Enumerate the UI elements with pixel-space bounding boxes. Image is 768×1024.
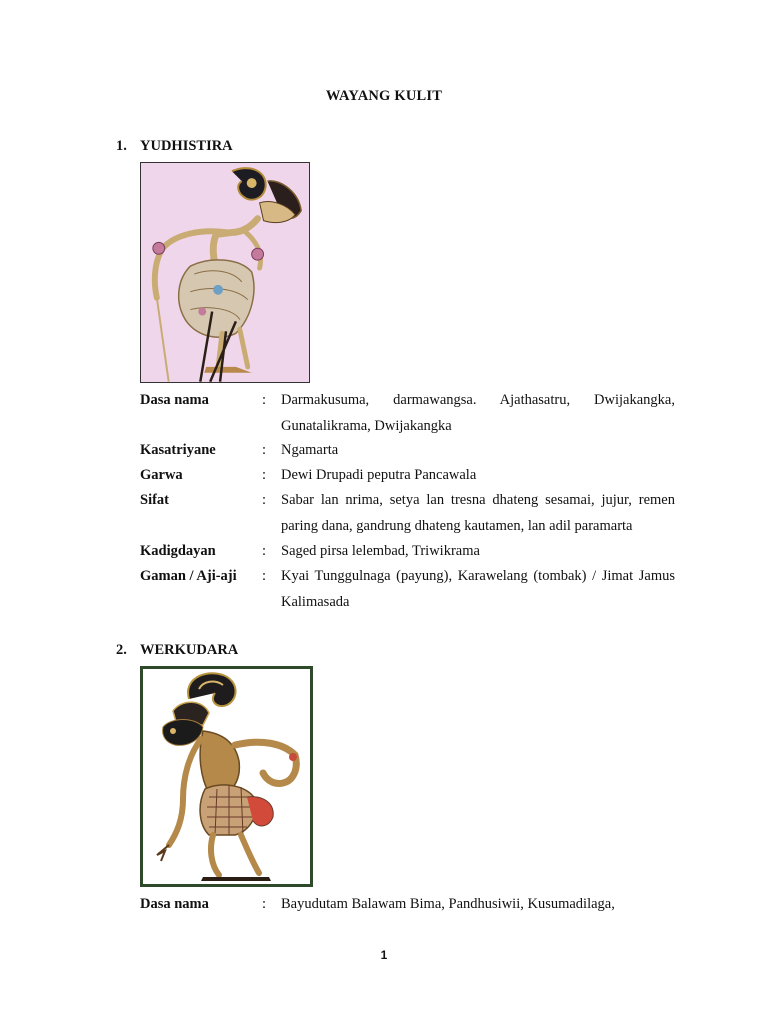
attribute-colon: : [262, 492, 267, 508]
attribute-row-dasa-nama [140, 388, 675, 439]
attribute-label: Garwa [140, 467, 183, 483]
attribute-label: Kasatriyane [140, 442, 216, 458]
attribute-row-garwa [140, 463, 675, 489]
attribute-label: Dasa nama [140, 896, 209, 912]
attribute-colon: : [262, 442, 267, 458]
attribute-value: Kyai Tunggulnaga (payung), Karawelang (tombak) / Jimat Jamus Kalimasada [281, 568, 675, 610]
section-number: 1. [116, 138, 127, 154]
attribute-colon: : [262, 392, 267, 408]
section-number: 2. [116, 642, 127, 658]
page-number: 1 [380, 948, 388, 962]
attribute-value: Sabar lan nrima, setya lan tresna dhateng sesamai, jujur, remen paring dana, gandrung dhateng kautamen, lan adil paramarta [281, 492, 675, 534]
werkudara-wayang-image [140, 666, 313, 887]
attribute-colon: : [262, 568, 267, 584]
attribute-row-kasatriyane [140, 438, 675, 464]
attribute-row-kadigdayan [140, 539, 675, 565]
attribute-value: Saged pirsa lelembad, Triwikrama [281, 543, 480, 559]
section-title: WERKUDARA [140, 642, 239, 658]
attribute-value: Darmakusuma, darmawangsa. Ajathasatru, Dwijakangka, Gunatalikrama, Dwijakangka [281, 392, 675, 434]
attribute-value: Dewi Drupadi peputra Pancawala [281, 467, 477, 483]
attribute-colon: : [262, 543, 267, 559]
section-heading-werkudara [116, 642, 238, 659]
attribute-label: Gaman / Aji-aji [140, 568, 237, 584]
attribute-row-gaman-aji-aji [140, 564, 675, 615]
attribute-value: Ngamarta [281, 442, 339, 458]
attribute-colon: : [262, 467, 267, 483]
attribute-value: Bayudutam Balawam Bima, Pandhusiwii, Kusumadilaga, [281, 896, 615, 912]
attribute-colon: : [262, 896, 267, 912]
attribute-row-sifat [140, 488, 675, 539]
attribute-label: Sifat [140, 492, 169, 508]
attribute-row-dasa-nama-werkudara [140, 892, 675, 918]
attribute-label: Kadigdayan [140, 543, 216, 559]
attribute-label: Dasa nama [140, 392, 209, 408]
yudhistira-wayang-image [140, 162, 310, 383]
section-title: YUDHISTIRA [140, 138, 233, 154]
document-title: WAYANG KULIT [325, 88, 443, 104]
section-heading-yudhistira [116, 138, 233, 155]
